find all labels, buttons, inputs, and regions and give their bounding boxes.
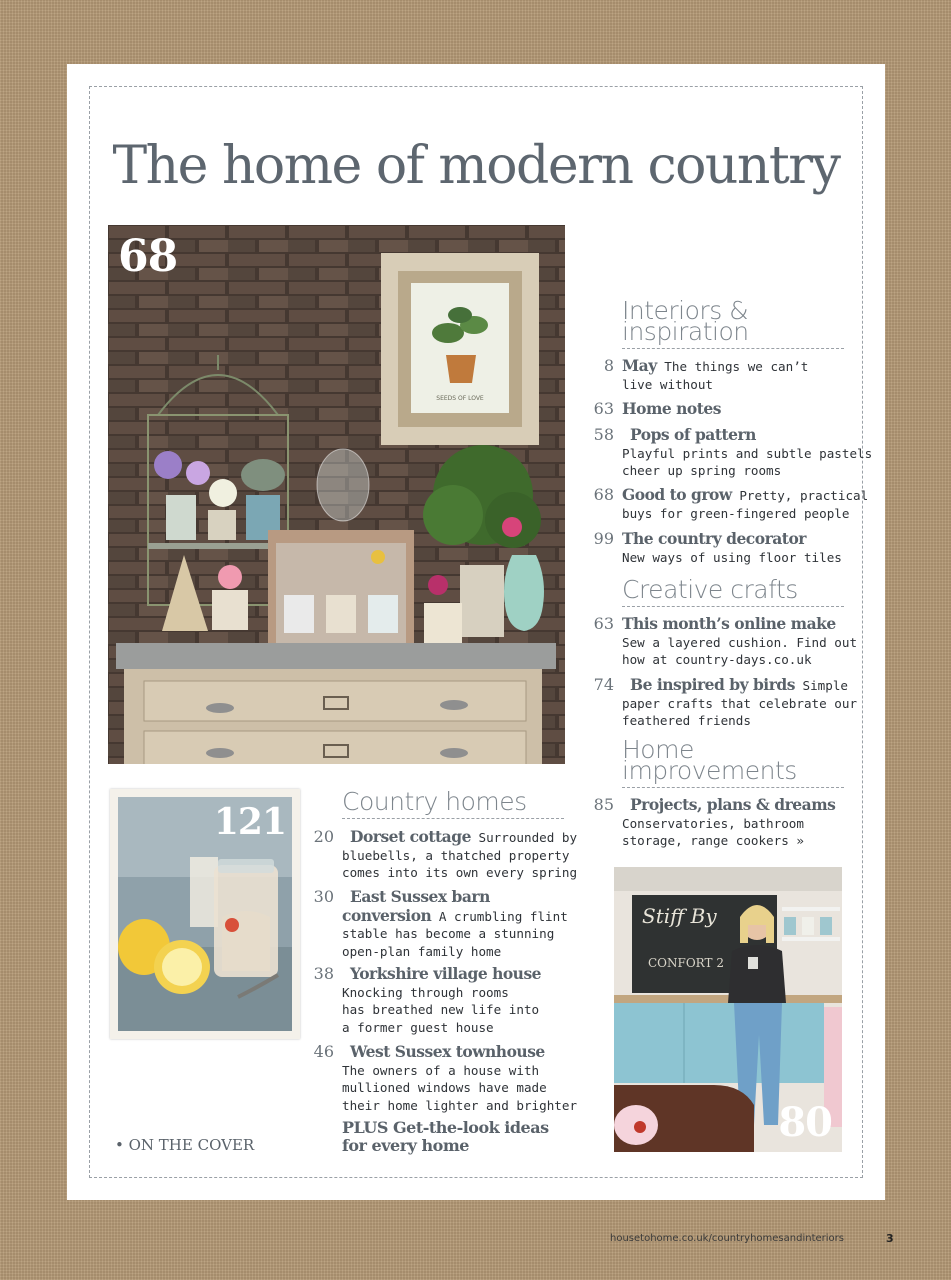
contents-entry[interactable] xyxy=(593,614,858,669)
contents-entry[interactable] xyxy=(313,964,542,1036)
entry-page-number: 63 xyxy=(593,399,614,418)
contents-entry[interactable] xyxy=(593,485,869,522)
entry-title: Dorset cottage xyxy=(350,827,471,846)
country-homes-rule xyxy=(342,818,564,819)
entry-description: live without xyxy=(622,376,713,392)
kitchen-photo-page-number: 80 xyxy=(778,1099,832,1146)
entry-description: feathered friends xyxy=(622,713,751,728)
entry-title: Good to grow xyxy=(622,485,732,504)
contents-entry[interactable] xyxy=(313,887,568,960)
entry-description: cheer up spring rooms xyxy=(622,463,782,478)
page-headline: The home of modern country xyxy=(112,136,840,196)
entry-title: East Sussex barn xyxy=(350,887,490,906)
plus-teaser-line1: PLUS Get-the-look ideas xyxy=(342,1118,549,1137)
improvements-header-line2: improvements xyxy=(622,756,797,785)
entry-title: The country decorator xyxy=(622,529,806,548)
entry-title: West Sussex townhouse xyxy=(350,1042,545,1061)
entry-description: Pretty, practical xyxy=(731,488,869,503)
main-photo-illustration xyxy=(108,225,565,764)
entry-title: Projects, plans & dreams xyxy=(630,795,836,814)
entry-description: a former guest house xyxy=(342,1019,494,1035)
lemon-photo[interactable] xyxy=(110,789,300,1039)
entry-description: stable has become a stunning xyxy=(342,926,555,941)
improvements-rule xyxy=(622,787,844,788)
entry-title: Pops of pattern xyxy=(630,425,756,444)
entry-page-number: 46 xyxy=(313,1042,334,1061)
entry-description: The owners of a house with xyxy=(342,1062,540,1078)
crafts-rule xyxy=(622,606,844,607)
page-number: 3 xyxy=(886,1232,894,1245)
entry-page-number: 30 xyxy=(313,887,334,906)
entry-page-number: 85 xyxy=(593,795,614,814)
contents-page xyxy=(67,64,885,1200)
entry-description: The things we can’t xyxy=(656,359,809,374)
entry-title: Be inspired by birds xyxy=(630,675,795,694)
entry-page-number: 63 xyxy=(593,614,614,633)
main-photo[interactable] xyxy=(108,225,565,764)
chalkboard-text: Stiff By xyxy=(642,904,717,928)
entry-description: A crumbling flint xyxy=(431,908,568,924)
entry-page-number: 99 xyxy=(593,529,614,548)
entry-description: storage, range cookers » xyxy=(622,833,804,848)
entry-title: This month’s online make xyxy=(622,614,836,633)
entry-description: bluebells, a thatched property xyxy=(342,847,570,863)
entry-page-number: 20 xyxy=(313,827,334,846)
contents-entry[interactable] xyxy=(593,425,873,480)
lemon-photo-page-number: 121 xyxy=(213,801,286,843)
entry-title: Yorkshire village house xyxy=(350,964,542,983)
entry-description: open-plan family home xyxy=(342,943,502,959)
interiors-header-line1: Interiors & xyxy=(622,296,749,325)
contents-entry[interactable] xyxy=(593,795,836,850)
contents-entry[interactable] xyxy=(593,675,858,730)
entry-description: New ways of using floor tiles xyxy=(622,549,842,565)
crafts-header: Creative crafts xyxy=(622,575,798,604)
contents-entry[interactable] xyxy=(593,529,842,566)
plus-teaser[interactable] xyxy=(342,1119,549,1155)
entry-description: Simple xyxy=(794,678,849,693)
entry-title: May xyxy=(622,356,657,375)
kitchen-photo[interactable] xyxy=(614,867,842,1152)
entry-page-number: 68 xyxy=(593,485,614,504)
entry-description: mullioned windows have made xyxy=(342,1080,547,1095)
entry-description: Knocking through rooms xyxy=(342,984,509,1000)
contents-entry[interactable] xyxy=(593,399,721,419)
svg-text:CONFORT 2: CONFORT 2 xyxy=(648,956,724,970)
improvements-header xyxy=(622,735,797,785)
entry-description: Sew a layered cushion. Find out xyxy=(622,634,858,650)
entry-description: Playful prints and subtle pastels xyxy=(622,445,873,461)
entry-description: buys for green-fingered people xyxy=(622,505,850,521)
interiors-rule xyxy=(622,348,844,349)
entry-page-number: 38 xyxy=(313,964,334,983)
contents-entry[interactable] xyxy=(603,356,809,393)
entry-description: Surrounded by xyxy=(470,830,578,845)
entry-title: conversion xyxy=(342,905,432,925)
entry-description: comes into its own every spring xyxy=(342,865,578,880)
entry-description: has breathed new life into xyxy=(342,1002,540,1017)
entry-page-number: 8 xyxy=(603,356,614,375)
frame-caption: SEEDS OF LOVE xyxy=(436,395,484,402)
footer-url[interactable]: housetohome.co.uk/countryhomesandinteriors xyxy=(610,1233,844,1244)
entry-description: their home lighter and brighter xyxy=(342,1097,578,1113)
country-homes-header: Country homes xyxy=(342,787,527,816)
contents-entry[interactable] xyxy=(313,1042,578,1114)
improvements-header-line1: Home xyxy=(622,735,694,764)
entry-description: how at country-days.co.uk xyxy=(622,652,812,667)
entry-description: paper crafts that celebrate our xyxy=(622,695,858,711)
on-the-cover-note: • ON THE COVER xyxy=(115,1136,255,1154)
main-photo-page-number: 68 xyxy=(118,231,178,282)
entry-description: Conservatories, bathroom xyxy=(622,815,804,831)
interiors-header-line2: inspiration xyxy=(622,317,749,346)
interiors-header xyxy=(622,296,749,346)
plus-teaser-line2: for every home xyxy=(342,1136,469,1155)
entry-page-number: 58 xyxy=(593,425,614,444)
entry-title: Home notes xyxy=(622,399,721,418)
contents-entry[interactable] xyxy=(313,827,578,882)
entry-page-number: 74 xyxy=(593,675,614,694)
